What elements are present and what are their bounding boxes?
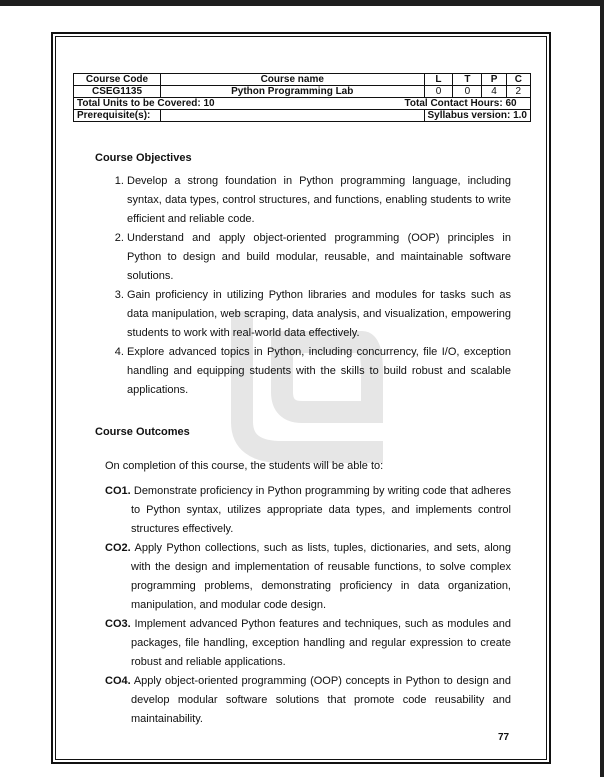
list-item: 4. Explore advanced topics in Python, including concurrency, file I/O, exception handling and equipping students with the skills to build robust and scalable applications. (127, 343, 511, 400)
outcome-code: CO2. (105, 542, 131, 554)
outcome-code: CO4. (105, 675, 131, 687)
objectives-list (95, 172, 511, 400)
course-name-value: Python Programming Lab (161, 86, 425, 98)
outcome-text: Implement advanced Python features and techniques, such as modules and packages, file handling, exception handling and regular expression to create robust and reliable applications. (131, 618, 511, 668)
outcomes-list (105, 482, 511, 729)
c-value: 2 (506, 86, 530, 98)
list-item: 3. Gain proficiency in utilizing Python libraries and modules for tasks such as data manipulation, web scraping, data analysis, and visualization, empowering students to work with real-world data effectively. (127, 286, 511, 343)
list-item (105, 539, 511, 615)
course-outcomes-title: Course Outcomes (95, 426, 190, 438)
prerequisites-label: Prerequisite(s): (74, 110, 161, 122)
list-item: 2. Understand and apply object-oriented programming (OOP) principles in Python to design and build modular, reusable, and maintainable software solutions. (127, 229, 511, 286)
outcome-code: CO3. (105, 618, 131, 630)
list-item (105, 615, 511, 672)
list-item: 1. Develop a strong foundation in Python programming language, including syntax, data types, control structures, and functions, enabling students to write efficient and reliable code. (127, 172, 511, 229)
table-row (74, 98, 531, 110)
header-c: C (506, 74, 530, 86)
table-row (74, 110, 531, 122)
l-value: 0 (424, 86, 453, 98)
page-number: 77 (498, 732, 510, 743)
p-value: 4 (482, 86, 506, 98)
outcome-text: Apply object-oriented programming (OOP) concepts in Python to design and develop modular software solutions that promote code reusability and maintainability. (131, 675, 511, 725)
table-row (74, 86, 531, 98)
total-contact-hours: Total Contact Hours: 60 (402, 98, 531, 110)
course-header-table (73, 73, 531, 122)
outcome-text: Apply Python collections, such as lists, tuples, dictionaries, and sets, along with the design and implementation of reusable functions, to solve complex programming problems, demonstrating proficiency in data organization, manipulation, and modular code design. (131, 542, 512, 611)
syllabus-content (95, 151, 511, 729)
course-code-value: CSEG1135 (74, 86, 161, 98)
list-item (105, 672, 511, 729)
header-course-name: Course name (161, 74, 425, 86)
course-objectives-title: Course Objectives (95, 152, 192, 164)
syllabus-version: Syllabus version: 1.0 (424, 110, 531, 122)
header-t: T (453, 74, 482, 86)
table-row (74, 74, 531, 86)
t-value: 0 (453, 86, 482, 98)
document-page (0, 6, 600, 777)
header-course-code: Course Code (74, 74, 161, 86)
total-units: Total Units to be Covered: 10 (74, 98, 402, 110)
header-l: L (424, 74, 453, 86)
outcome-text: Demonstrate proficiency in Python programming by writing code that adheres to Python syntax, utilizes appropriate data types, and implements control structures effectively. (131, 485, 511, 535)
prerequisites-value (161, 110, 425, 122)
list-item (105, 482, 511, 539)
header-p: P (482, 74, 506, 86)
outcomes-intro: On completion of this course, the students will be able to: (105, 460, 384, 472)
outcome-code: CO1. (105, 485, 131, 497)
